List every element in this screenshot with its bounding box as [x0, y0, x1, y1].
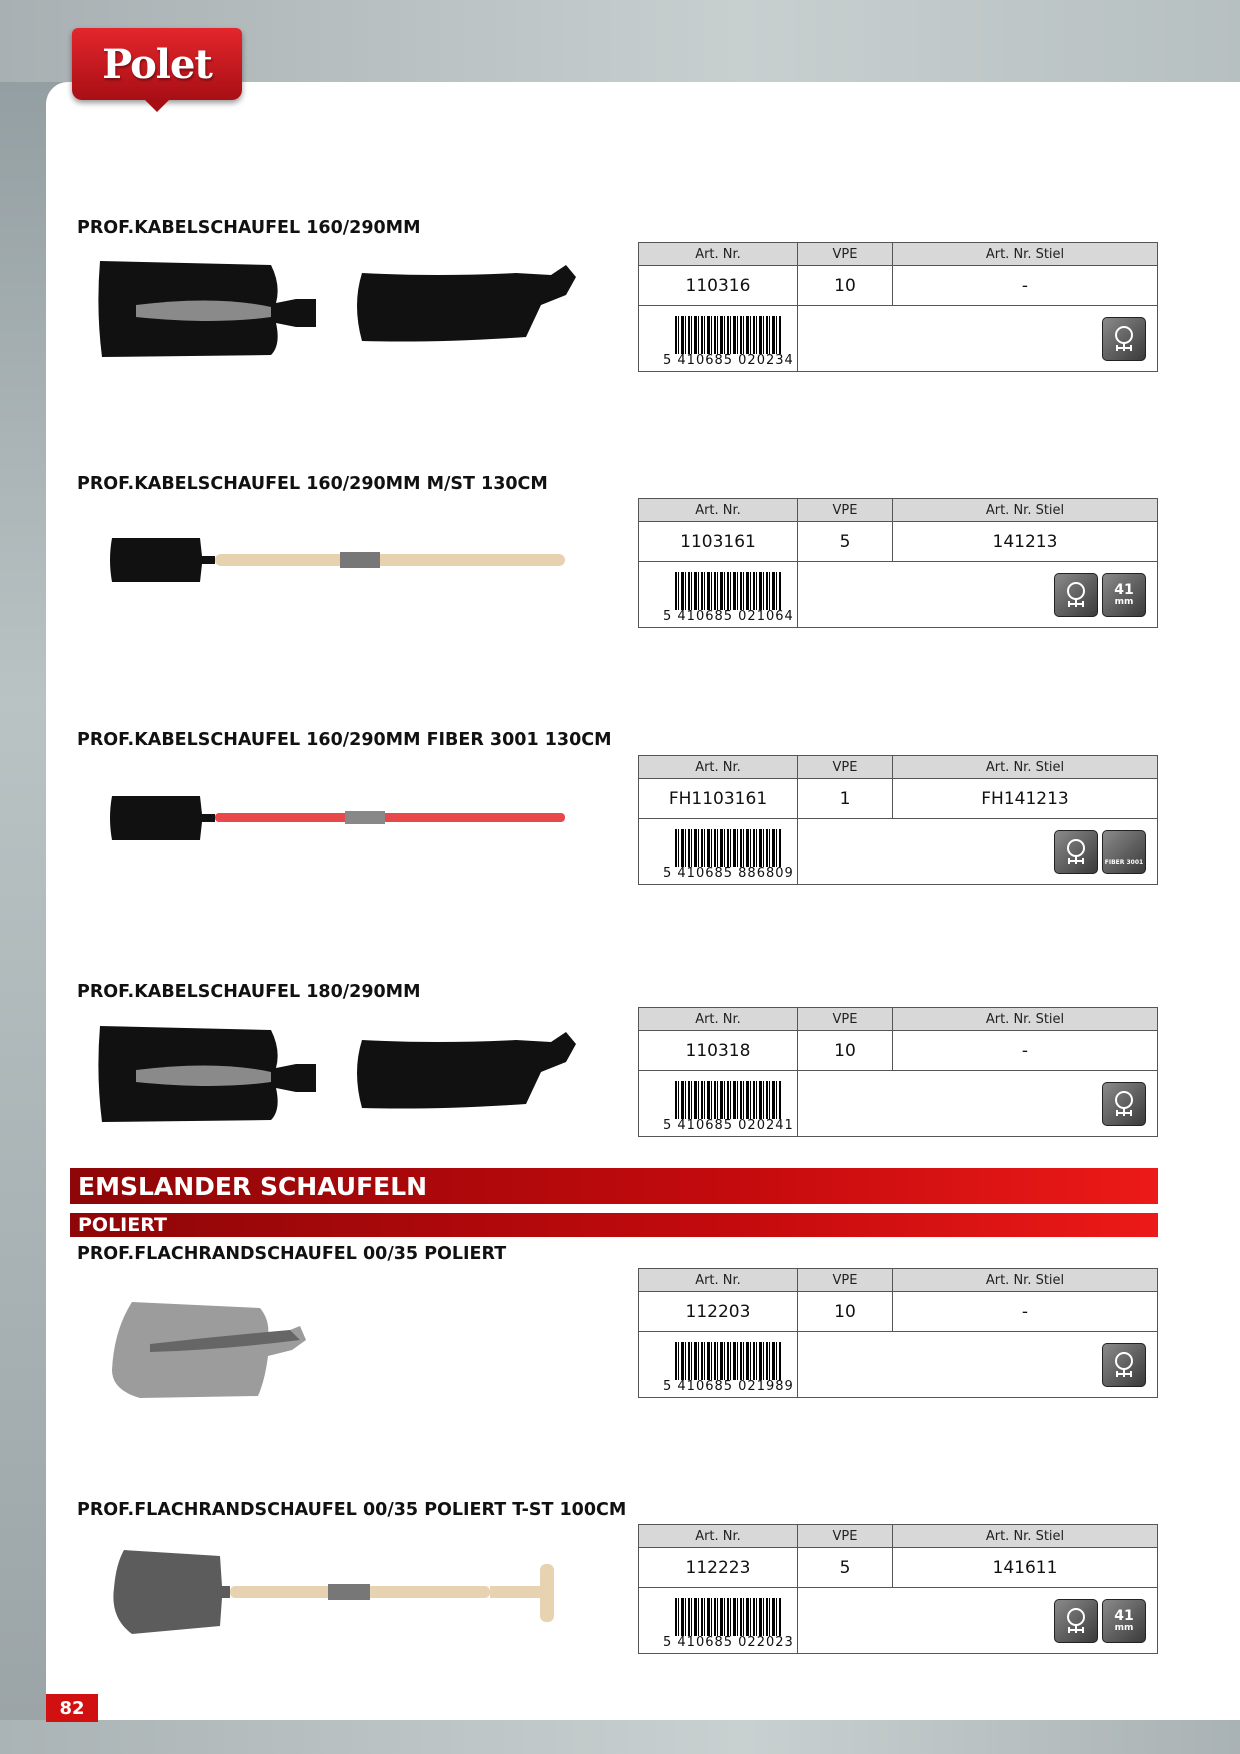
header-art-nr: Art. Nr.	[639, 1269, 798, 1291]
stiel-value: 141611	[992, 1557, 1058, 1578]
product-table	[638, 1524, 1158, 1654]
header-vpe: VPE	[798, 1525, 893, 1547]
art-nr-value: 110318	[639, 1031, 798, 1070]
barcode-number: 5 410685 020241	[663, 1118, 794, 1133]
steel-quality-icon	[1054, 830, 1098, 874]
product-table	[638, 242, 1158, 372]
page-number: 82	[46, 1694, 98, 1722]
product-table	[638, 1268, 1158, 1398]
header-stiel: Art. Nr. Stiel	[985, 1272, 1065, 1288]
product-title: PROF.KABELSCHAUFEL 160/290MM FIBER 3001 130CM	[77, 730, 612, 750]
product-image-flat-shovel	[110, 1300, 350, 1400]
handle-diameter-unit: mm	[1114, 596, 1134, 607]
product-title: PROF.FLACHRANDSCHAUFEL 00/35 POLIERT	[77, 1244, 507, 1264]
product-image-flat-shovel-t-handle	[110, 1548, 560, 1638]
header-art-nr: Art. Nr.	[639, 499, 798, 521]
header-vpe: VPE	[798, 756, 893, 778]
steel-quality-icon	[1102, 1343, 1146, 1387]
product-image-cable-shovel-handle	[110, 532, 570, 588]
product-title: PROF.FLACHRANDSCHAUFEL 00/35 POLIERT T-ST 100CM	[77, 1500, 627, 1520]
barcode-number: 5 410685 020234	[663, 353, 794, 368]
vpe-value: 1	[798, 779, 893, 818]
product-table	[638, 755, 1158, 885]
fiber-label: FIBER 3001	[1104, 859, 1144, 866]
steel-quality-icon	[1102, 317, 1146, 361]
header-stiel: Art. Nr. Stiel	[985, 759, 1065, 775]
stiel-value: -	[1021, 1040, 1029, 1061]
handle-diameter-value: 41	[1114, 1607, 1134, 1624]
art-nr-value: FH1103161	[639, 779, 798, 818]
product-title: PROF.KABELSCHAUFEL 180/290MM	[77, 982, 421, 1002]
barcode	[639, 1332, 798, 1397]
header-stiel: Art. Nr. Stiel	[985, 246, 1065, 262]
barcode-number: 5 410685 886809	[663, 866, 794, 881]
handle-diameter-icon	[1102, 573, 1146, 617]
polet-logo	[72, 28, 242, 100]
handle-diameter-unit: mm	[1114, 1622, 1134, 1633]
barcode-number: 5 410685 021064	[663, 609, 794, 624]
steel-quality-icon	[1054, 573, 1098, 617]
product-title: PROF.KABELSCHAUFEL 160/290MM M/ST 130CM	[77, 474, 548, 494]
barcode	[639, 819, 798, 884]
barcode-number: 5 410685 021989	[663, 1379, 794, 1394]
handle-diameter-value: 41	[1114, 581, 1134, 598]
barcode	[639, 306, 798, 371]
art-nr-value: 112203	[639, 1292, 798, 1331]
barcode	[639, 1071, 798, 1136]
product-table	[638, 1007, 1158, 1137]
header-stiel: Art. Nr. Stiel	[985, 1528, 1065, 1544]
product-image-cable-shovel-fiber	[110, 790, 570, 846]
section-subtitle: POLIERT	[70, 1213, 1158, 1237]
art-nr-value: 1103161	[639, 522, 798, 561]
stiel-value: -	[1021, 1301, 1029, 1322]
product-title: PROF.KABELSCHAUFEL 160/290MM	[77, 218, 421, 238]
art-nr-value: 110316	[639, 266, 798, 305]
vpe-value: 5	[798, 1548, 893, 1587]
product-image-cable-shovel	[96, 255, 576, 363]
stiel-value: -	[1021, 275, 1029, 296]
header-stiel: Art. Nr. Stiel	[985, 1011, 1065, 1027]
header-vpe: VPE	[798, 1269, 893, 1291]
stiel-value: FH141213	[981, 788, 1069, 809]
vpe-value: 10	[798, 1292, 893, 1331]
brand-name: Polet	[102, 40, 212, 88]
vpe-value: 5	[798, 522, 893, 561]
header-vpe: VPE	[798, 499, 893, 521]
header-art-nr: Art. Nr.	[639, 1008, 798, 1030]
header-art-nr: Art. Nr.	[639, 1525, 798, 1547]
vpe-value: 10	[798, 1031, 893, 1070]
stiel-value: 141213	[992, 531, 1058, 552]
header-stiel: Art. Nr. Stiel	[985, 502, 1065, 518]
fiber-handle-icon	[1102, 830, 1146, 874]
vpe-value: 10	[798, 266, 893, 305]
header-vpe: VPE	[798, 1008, 893, 1030]
steel-quality-icon	[1054, 1599, 1098, 1643]
handle-diameter-icon	[1102, 1599, 1146, 1643]
barcode	[639, 562, 798, 627]
product-image-cable-shovel-180	[96, 1020, 576, 1128]
section-title: EMSLANDER SCHAUFELN	[70, 1168, 1158, 1204]
steel-quality-icon	[1102, 1082, 1146, 1126]
barcode-number: 5 410685 022023	[663, 1635, 794, 1650]
art-nr-value: 112223	[639, 1548, 798, 1587]
header-art-nr: Art. Nr.	[639, 756, 798, 778]
product-table	[638, 498, 1158, 628]
header-art-nr: Art. Nr.	[639, 243, 798, 265]
barcode	[639, 1588, 798, 1653]
header-vpe: VPE	[798, 243, 893, 265]
bottom-band	[0, 1720, 1240, 1754]
